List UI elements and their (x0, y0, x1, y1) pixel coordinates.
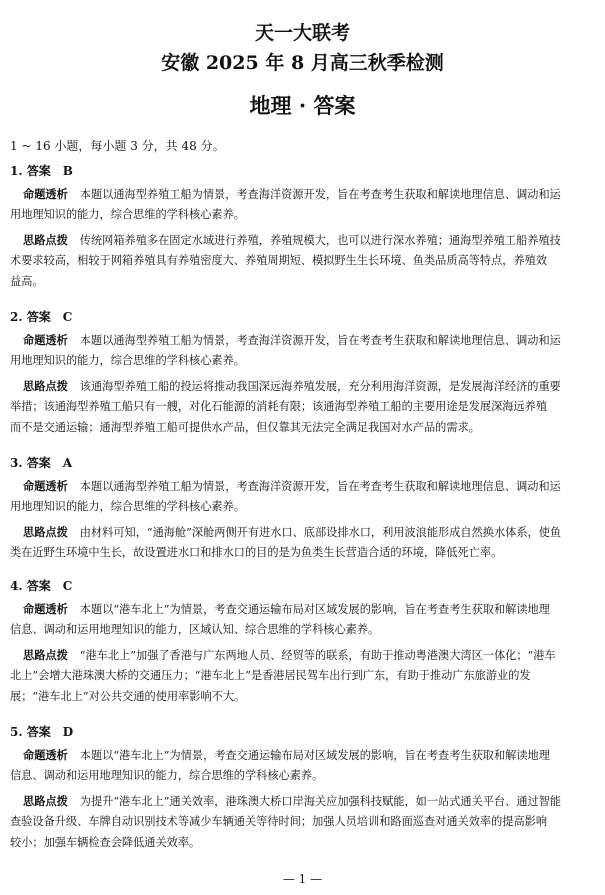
proposition-analysis-line (10, 353, 245, 369)
proposition-analysis-label: 命题透析 (23, 602, 68, 617)
proposition-analysis-text: 用地理知识的能力，综合思维的学科核心素养。 (10, 208, 245, 222)
reasoning-tips-text: 展；“港车北上”对公共交通的使用率影响不大。 (10, 690, 246, 703)
proposition-analysis-line (23, 478, 561, 495)
answer-line: 4. 答案 C (10, 579, 73, 593)
reasoning-tips-label: 思路点拨 (23, 524, 68, 539)
reasoning-tips-text: 由材料可知，“通海舱”深舱两侧开有进水口、底部设排水口，利用波浪能形成自然换水体系，使鱼 (79, 525, 562, 539)
reasoning-tips-text: 举措；该通海型养殖工船只有一艘，对化石能源的消耗有限；该通海型养殖工船的主要用途是发展深海远养殖 (10, 399, 548, 413)
proposition-analysis-line (23, 332, 561, 349)
subject-title: 地理 · 答案 (249, 93, 356, 118)
answer-line: 2. 答案 C (10, 310, 73, 324)
proposition-analysis-text: 用地理知识的能力，综合思维的学科核心素养。 (10, 354, 245, 368)
proposition-analysis-line (23, 186, 561, 203)
page-number: — 1 — (282, 872, 323, 886)
exam-title: 安徽 2025 年 8 月高三秋季检测 (161, 52, 444, 74)
proposition-analysis-text: 本题以“港车北上”为情景，考查交通运输布局对区域发展的影响，旨在考查考生获取和解读地理 (79, 603, 550, 617)
reasoning-tips-label: 思路点拨 (23, 647, 68, 662)
reasoning-tips-text: 类在近野生环境中生长，故设置进水口和排水口的目的是为鱼类生长营造合适的环境，降低死亡率。 (10, 545, 503, 559)
reasoning-tips-line (23, 232, 561, 249)
proposition-analysis-text: 用地理知识的能力，综合思维的学科核心素养。 (10, 500, 245, 514)
proposition-analysis-text: 本题以通海型养殖工船为情景，考查海洋资源开发，旨在考查考生获取和解读地理信息、调动和运 (79, 188, 561, 202)
reasoning-tips-line (23, 524, 561, 541)
proposition-analysis-line (23, 747, 550, 764)
reasoning-tips-text: 北上”会增大港珠澳大桥的交通压力；“港车北上”是香港居民驾车出行到广东，有助于推动广东旅游业的发 (10, 668, 531, 682)
proposition-analysis-line (10, 207, 245, 223)
proposition-analysis-label: 命题透析 (23, 479, 68, 494)
proposition-analysis-label: 命题透析 (23, 748, 68, 763)
proposition-analysis-label: 命题透析 (23, 333, 68, 348)
reasoning-tips-label: 思路点拨 (23, 378, 68, 393)
reasoning-tips-line (10, 814, 547, 830)
reasoning-tips-line (10, 253, 547, 269)
reasoning-tips-text: 该通海型养殖工船的投运将推动我国深远海养殖发展，充分利用海洋资源，是发展海洋经济的重要 (79, 379, 561, 393)
proposition-analysis-text: 本题以通海型养殖工船为情景，考查海洋资源开发，旨在考查考生获取和解读地理信息、调动和运 (79, 334, 561, 348)
answer-line: 3. 答案 A (10, 456, 73, 470)
answer-line: 1. 答案 B (10, 164, 73, 178)
intro-line: 1 ~ 16 小题，每小题 3 分，共 48 分。 (10, 139, 225, 153)
proposition-analysis-line (10, 622, 379, 638)
reasoning-tips-line (10, 668, 531, 684)
reasoning-tips-line (10, 399, 547, 415)
proposition-analysis-text: 本题以通海型养殖工船为情景，考查海洋资源开发，旨在考查考生获取和解读地理信息、调动和运 (79, 480, 561, 494)
reasoning-tips-line (10, 545, 502, 561)
proposition-analysis-line (23, 601, 550, 618)
reasoning-tips-line (10, 420, 480, 436)
proposition-analysis-text: 信息、调动和运用地理知识的能力，区域认知、综合思维的学科核心素养。 (10, 623, 380, 637)
reasoning-tips-text: 查验设备升级、车牌自动识别技术等减少车辆通关等待时间；加强人员培训和路面巡查对通关效率的提高影响 (10, 814, 548, 828)
reasoning-tips-line (23, 647, 556, 664)
reasoning-tips-line (10, 689, 245, 705)
proposition-analysis-label: 命题透析 (23, 187, 68, 202)
reasoning-tips-text: 益高。 (10, 275, 44, 288)
reasoning-tips-text: 而不是交通运输；通海型养殖工船可提供水产品，但仅靠其无法完全满足我国对水产品的需求。 (10, 421, 480, 434)
reasoning-tips-label: 思路点拨 (23, 232, 68, 247)
org-title: 天一大联考 (254, 22, 350, 44)
answer-line: 5. 答案 D (10, 725, 74, 739)
reasoning-tips-line (23, 793, 561, 810)
proposition-analysis-text: 本题以“港车北上”为情景，考查交通运输布局对区域发展的影响，旨在考查考生获取和解读地理 (79, 749, 550, 763)
reasoning-tips-text: 术要求较高，相较于网箱养殖具有养殖密度大、养殖周期短、模拟野生生长环境、鱼类品质高等特点，养殖效 (10, 253, 548, 267)
reasoning-tips-line (23, 378, 561, 395)
reasoning-tips-line (10, 835, 200, 851)
reasoning-tips-text: “港车北上”加强了香港与广东两地人员、经贸等的联系，有助于推动粤港澳大湾区一体化；“港车 (79, 648, 556, 662)
reasoning-tips-label: 思路点拨 (23, 793, 68, 808)
proposition-analysis-line (10, 499, 245, 515)
reasoning-tips-text: 较小；加强车辆检查会降低通关效率。 (10, 836, 201, 849)
reasoning-tips-text: 传统网箱养殖多在固定水域进行养殖，养殖规模大，也可以进行深水养殖；通海型养殖工船养殖技 (79, 233, 561, 247)
reasoning-tips-text: 为提升“港车北上”通关效率，港珠澳大桥口岸海关应加强科技赋能，如一站式通关平台、通过智能 (79, 794, 562, 808)
proposition-analysis-text: 信息、调动和运用地理知识的能力，综合思维的学科核心素养。 (10, 769, 324, 783)
proposition-analysis-line (10, 768, 323, 784)
reasoning-tips-line (10, 274, 44, 290)
